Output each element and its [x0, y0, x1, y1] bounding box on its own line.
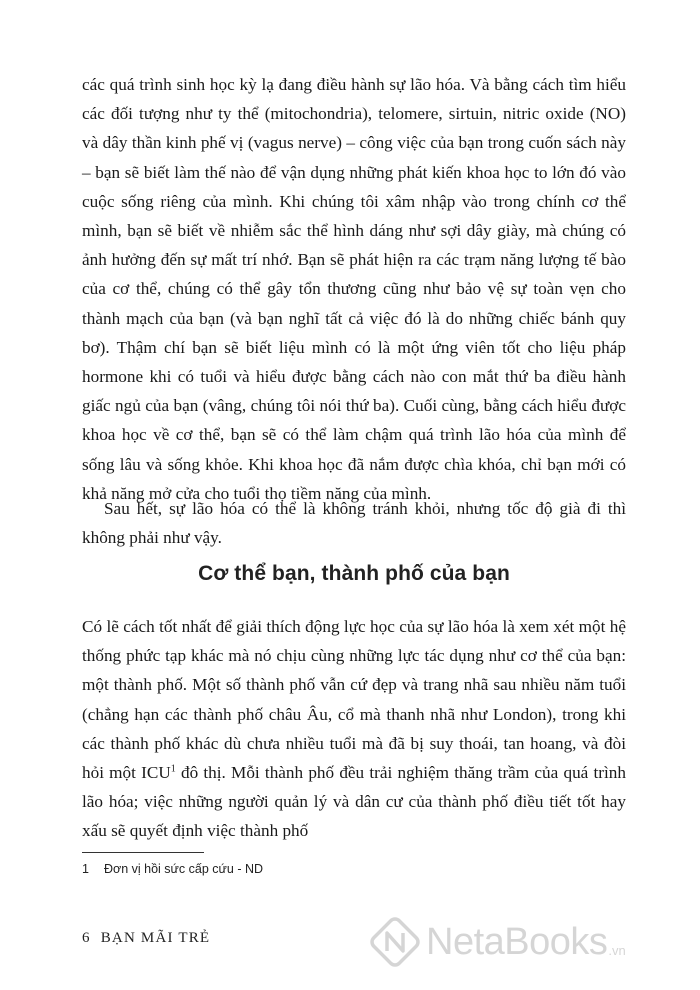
body-paragraph-2: Sau hết, sự lão hóa có thể là không tránh khỏi, nhưng tốc độ già đi thì không phải như vậy.	[82, 499, 626, 548]
running-title: BẠN MÃI TRẺ	[100, 930, 211, 946]
footnote-reference: 1	[170, 763, 176, 775]
section-paragraph	[82, 612, 626, 846]
page-footer	[82, 930, 210, 947]
section-paragraph-text-end: đô thị. Mỗi thành phố đều trải nghiệm thăng trầm của quá trình lão hóa; việc những người quản lý và dân cư của thành phố điều tiết tốt hay xấu sẽ quyết định việc thành phố	[82, 763, 626, 841]
section-paragraph-text-start: Có lẽ cách tốt nhất để giải thích động lực học của sự lão hóa là xem xét một hệ thống phức tạp khác mà nó chịu cùng những lực tác dụng như cơ thể của bạn: một thành phố. Một số thành phố vẫn cứ đẹp và trang nhã sau nhiều năm tuổi (chẳng hạn các thành phố châu Âu, cổ mà thanh nhã như London), trong khi các thành phố khác dù chưa nhiều tuổi mà đã bị suy thoái, tan hoang, và đòi hỏi một ICU	[82, 617, 626, 783]
body-paragraph-1: các quá trình sinh học kỳ lạ đang điều hành sự lão hóa. Và bằng cách tìm hiểu các đối tượng như ty thể (mitochondria), telomere, sirtuin, nitric oxide (NO) và dây thần kinh phế vị (vagus nerve) – công việc của bạn trong cuốn sách này – bạn sẽ biết làm thế nào để vận dụng những phát kiến khoa học to lớn đó vào cuộc sống riêng của mình. Khi chúng tôi xâm nhập vào trong chính cơ thể mình, bạn sẽ biết về nhiễm sắc thể hình dáng như sợi dây giày, mà chúng có ảnh hưởng đến sự mất trí nhớ. Bạn sẽ phát hiện ra các trạm năng lượng tế bào của cơ thể, chúng có thể gây tổn thương cũng như bảo vệ sự toàn vẹn cho thành mạch của bạn (và bạn nghĩ tất cả việc đó là do những chiếc bánh quy bơ). Thậm chí bạn sẽ biết liệu mình có là một ứng viên tốt cho liệu pháp hormone khi có tuổi và hiểu được bằng cách nào con mắt thứ ba điều hành giấc ngủ của bạn (vâng, chúng tôi nói thứ ba). Cuối cùng, bằng cách hiểu được khoa học về cơ thể, bạn sẽ có thể làm chậm quá trình lão hóa của mình để sống lâu và sống khỏe. Khi khoa học đã nắm được chìa khóa, chỉ bạn mới có khả năng mở cửa cho tuổi thọ tiềm năng của mình.	[82, 75, 626, 503]
watermark-text: NetaBooks	[426, 920, 608, 963]
footnote-text: Đơn vị hồi sức cấp cứu - ND	[104, 862, 264, 876]
footnote	[82, 862, 263, 876]
section-heading: Cơ thể bạn, thành phố của bạn	[198, 562, 510, 585]
netabooks-logo-icon	[368, 915, 422, 969]
footnote-divider	[82, 852, 204, 853]
page-number: 6	[82, 930, 91, 946]
footnote-number: 1	[82, 862, 89, 876]
watermark-suffix: .vn	[608, 943, 626, 958]
watermark	[368, 912, 626, 972]
